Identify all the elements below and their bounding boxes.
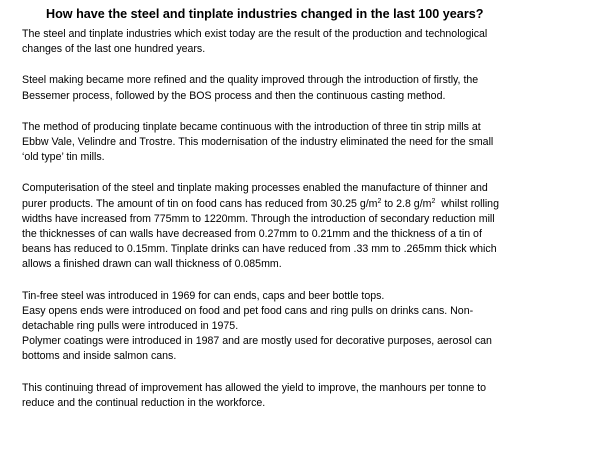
text-line: Polymer coatings were introduced in 1987 and are mostly used for decorative purposes, aerosol can [22, 335, 492, 348]
text-line: Tin-free steel was introduced in 1969 for can ends, caps and beer bottle tops. [22, 289, 385, 302]
text-line: The steel and tinplate industries which exist today are the result of the production and technological [22, 28, 488, 40]
text-segment: purer products. The amount of tin on food cans has reduced from 30.25 g/m [22, 197, 378, 210]
text-line: detachable ring pulls were introduced in 1975. [22, 320, 239, 333]
text-line: This continuing thread of improvement has allowed the yield to improve, the manhours per tonne to [22, 381, 487, 394]
slide-body [22, 27, 584, 411]
text-line: changes of the last one hundred years. [22, 43, 206, 56]
paragraph-computerisation [22, 181, 584, 272]
paragraph-conclusion [22, 381, 584, 411]
text-line: widths have increased from 775mm to 1220mm. Through the introduction of secondary reduction mill [22, 212, 495, 225]
paragraph-tin-free-steel [22, 289, 584, 365]
text-line: allows a finished drawn can wall thickness of 0.085mm. [22, 258, 282, 271]
superscript: 2 [377, 197, 382, 205]
text-line: reduce and the continual reduction in the workforce. [22, 396, 266, 409]
text-line: Bessemer process, followed by the BOS process and then the continuous casting method. [22, 89, 446, 102]
text-line: Ebbw Vale, Velindre and Trostre. This modernisation of the industry eliminated the need for the small [22, 136, 494, 149]
paragraph-steel-making [22, 73, 584, 103]
paragraph-tinplate-method [22, 120, 584, 166]
text-line: Computerisation of the steel and tinplate making processes enabled the manufacture of thinner and [22, 182, 488, 195]
superscript: 2 [431, 197, 436, 205]
text-segment: to 2.8 g/m [381, 197, 432, 210]
paragraph-intro [22, 27, 584, 57]
text-line: The method of producing tinplate became continuous with the introduction of three tin strip mills at [22, 120, 481, 133]
slide-title: How have the steel and tinplate industries changed in the last 100 years? [46, 7, 484, 21]
text-line: Easy opens ends were introduced on food and pet food cans and ring pulls on drinks cans. Non- [22, 304, 474, 317]
text-line: ‘old type’ tin mills. [22, 151, 105, 164]
text-line-with-units [22, 197, 584, 212]
text-line: Steel making became more refined and the quality improved through the introduction of firstly, the [22, 74, 479, 87]
text-segment: whilst rolling [435, 197, 499, 210]
text-line: beans has reduced to 0.15mm. Tinplate drinks can have reduced from .33 mm to .265mm thick which [22, 243, 497, 256]
text-line: the thicknesses of can walls have decreased from 0.27mm to 0.21mm and the thickness of a tin of [22, 228, 482, 241]
text-line: bottoms and inside salmon cans. [22, 350, 177, 363]
